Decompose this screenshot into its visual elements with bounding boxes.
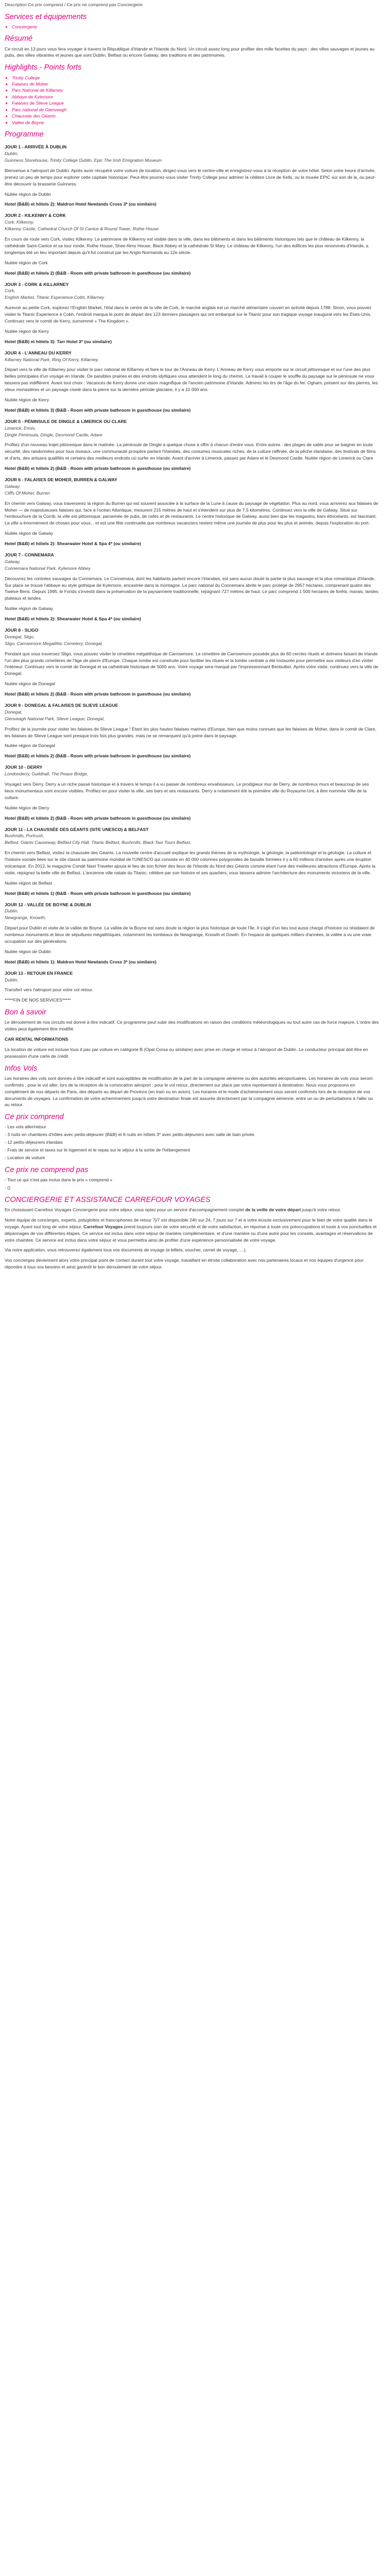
- day-places: Galway, Cliffs Of Moher, Burren: [5, 483, 50, 496]
- list-item: - Location de voiture: [5, 1155, 45, 1161]
- day-title: JOUR 12 - VALLÉE DE BOYNE & DUBLIN: [5, 902, 91, 907]
- day-block: [5, 144, 379, 208]
- day-block: [5, 702, 379, 759]
- day-paragraph: Découvrez les contrées sauvages du Connemara. Le Connemara, dont les habitants parlent encore l'irlandais, est sans aucun doute la partie la plus sauvage et la plus romantique d'Irlande. Sur place se trouve l'abbaye au style gothique de Kylemore, encastrée dans la montagne. Le parc national du Connemara abrite le parc protégé de 2957 hectares, comprenant quatre des Twelve Bens. Depuis 1995, le Fonds s'investit dans la préservation de la paysannerie traditionnelle, rejoignant 727 mètres de haut. Le parc comprend 1 500 hectares de forêts, marais, landes plateaux et landes.: [5, 575, 379, 601]
- day-title: JOUR 7 - CONNEMARA: [5, 552, 54, 557]
- day-block: [5, 212, 379, 276]
- day-places: Londonderry, Guildhall, The Peace Bridge,: [5, 771, 88, 777]
- day-title: JOUR 13 - RETOUR EN FRANCE: [5, 970, 73, 976]
- day-places: Bushmills, Portrush, Belfast, Giants Causeway, Belfast City Hall, Titanic Belfast, Bushmills, Black Taxi Tours Belfast,: [5, 833, 191, 845]
- list-item: • Parc National de Killarney: [12, 87, 379, 93]
- day-title: JOUR 11 - LA CHAUSSÉE DES GÉANTS (SITE UNESCO) & BELFAST: [5, 826, 149, 832]
- day-paragraph: Bienvenue à l'aéroport de Dublin. Après avoir récupéré votre voiture de location, dirigez-vous vers le centre-ville et enregistrez-vous à la réception de votre hôtel. Selon votre heure d'arrivée, prenez un peu de temps pour explorer cette capitale historique. Peut-être pourrez-vous visiter Trinity College pour admirer la célèbre Livre de Kells, ou le musée EPIC sur son de la, ou peut-être découvrir la brasserie Guinness.: [5, 167, 376, 187]
- day-paragraph: Départ vers la ville de Killarney pour visiter le parc national de Killarney et faire le tour de l'Anneau de Kerry. L'Anneau de Kerry vous emporte sur le circuit pittoresque et sur l'une des plus belles principales d'un voyage en Irlande. De paisibles prairies et des endroits idylliques vous attendent le long du chemin. Le travail à couper le souffle du paysage sur le péninsule ne vous laissera pas indifférent. Avant tout choix : Vacances de Kerry donne une vision magnifique de l'ancien patrimoine d'Irlande. Admirez les tirs de l'âge du fer. Ogham, présent sur des pierres, les vieux monastères et un paysage ciselé dans la pierre sur la dernière période glaciaire, il y a 10 000 ans.: [5, 367, 378, 393]
- day-places: Dublin, Guinness Storehouse, Trinity College Dublin, Epic The Irish Emigration Museum: [5, 151, 162, 163]
- list-item: • Conciergerie: [12, 24, 379, 30]
- day-title: JOUR 5 - PÉNINSULE DE DINGLE & LIMERICK OU CLARE: [5, 418, 127, 424]
- services-title: Services et équipements: [5, 12, 87, 21]
- list-item: • Chaussée des Géants: [12, 113, 379, 119]
- infos-vols-title: Infos Vols: [5, 1064, 38, 1073]
- list-item: • Parc national de Glenveagh: [12, 107, 379, 113]
- day-places: Cork, English Market, Titanic Experience Cobh, Killarney: [5, 288, 104, 300]
- breadcrumb: Description Ce prix comprend / Ce prix ne comprend pas Conciergerie: [5, 2, 143, 7]
- day-hotel: Hotel (B&B) et hôtels 2): Shearwater Hotel & Spa 4* (ou similaire): [5, 541, 141, 547]
- day-places: Limerick, Ennis, Dingle Peninsula, Dingle, Desmond Castle, Adare: [5, 425, 103, 437]
- list-item: • Trinity College: [12, 75, 379, 81]
- day-hotel: Hotel (B&B) et hôtels 3) (B&B - Room with private bathroom in guesthouse (ou similaire): [5, 407, 191, 413]
- conciergerie-p1: En choisissant Carrefour Voyages Conciergerie pour votre séjour, vous optez pour un service d'accompagnement complet de la veille de votre départ jusqu'à votre retour.: [5, 1207, 341, 1212]
- list-item: • Abbaye de Kylemore: [12, 94, 379, 100]
- day-places: Galway, Connemara National Park, Kylemore Abbey: [5, 558, 91, 571]
- day-block: [5, 970, 379, 1004]
- car-rental-title: CAR RENTAL INFORMATIONS: [5, 1037, 69, 1042]
- day-paragraph: Nuitée région de Dublin: [5, 948, 51, 954]
- list-item: - (): [5, 1184, 10, 1190]
- prix-comprend-title: Ce prix comprend: [5, 1113, 64, 1122]
- day-title: JOUR 3 - CORK & KILLARNEY: [5, 281, 69, 287]
- day-block: [5, 477, 379, 547]
- day-paragraph: Nuitée région de Belfast: [5, 880, 52, 886]
- day-block: [5, 826, 379, 897]
- day-title: JOUR 8 - SLIGO: [5, 628, 39, 633]
- day-title: JOUR 2 - KILKENNY & CORK: [5, 213, 66, 218]
- day-block: [5, 627, 379, 698]
- bon-savoir-text: Le déroulement de nos circuits est donné à titre indicatif. Ce programme peut subir des modifications en raison des conditions météorologiques ou tout autre cas de force majeure. L'ordre des visites peut également être modifié.: [5, 1020, 379, 1032]
- day-paragraph: Aurevoir au petite Cork, explorez l'English Market, l'étal dans le centre de la ville de Cork, le marché anglais est un marché alimentaire couvert en activité depuis 1788. Sinon, vous pouvez visiter le Titanic Experience à Cobh, l'endroit marqua le point de départ des 123 derniers passagers qui ont embarqué sur le Titanic pour son tragique voyage inaugural vers les États-Unis. Continuez vers le comté de Kerry, surnommé « The Kingdom ».: [5, 305, 372, 324]
- page: [0, 0, 383, 1279]
- day-hotel: Hotel (B&B) et hôtels 2) (B&B - Room with private bathroom in guesthouse (ou similaire): [5, 753, 191, 759]
- list-item: - 3 nuits en chambres d'hôtes avec petits-déjeuner (B&B) et 8 nuits en hôtels 3* avec petits-déjeuners avec salle de bain privée.: [5, 1132, 256, 1138]
- services-list: [5, 24, 379, 30]
- day-places: Donegal, Glenveagh National Park, Slieve League, Donegal,: [5, 709, 105, 721]
- day-paragraph: *****FIN DE NOS SERVICES*****: [5, 997, 71, 1003]
- day-paragraph: Transfert vers l'aéroport pour votre vol retour.: [5, 987, 93, 993]
- day-hotel: Hotel (B&B) et hôtels 2) (B&B - Room with private bathroom in guesthouse (ou similaire): [5, 270, 191, 276]
- day-paragraph: Nuitée région de Donegal: [5, 743, 55, 749]
- resume-title: Résumé: [5, 35, 32, 43]
- conciergerie-p3: Via notre application, vous retrouverez également tous vos documents de voyage (e-billets, voucher, carnet de voyage, …).: [5, 1247, 247, 1253]
- infos-vols-text: Les horaires des vols sont donnés à titre indicatif et sont susceptibles de modification de la part de la compagnie aérienne ou des autorités aéroportuaires. Les horaires de vols vous seront confirmés ; pour le vol aller, lors de la réception de la convocation aéroport ; pour le vol retour, directement sur place par votre représentant à destination. Nous vous proposons en complément de nos départs de Paris, des départs au départ de Province (en train ou en avion). Les horaires et le mode d'acheminement vous seront confirmés lors de la réception de vos documents de voyages. La confirmation de votre acheminement jusqu'à votre destination finale est assurée directement par la compagnie aérienne, entre un ou de perturbations à l'aller ou au retour.: [5, 1075, 373, 1108]
- day-hotel: Hotel (B&B) et hôtels 2): Shearwater Hotel & Spa 4* (ou similaire): [5, 616, 141, 622]
- day-hotel: Hotel (B&B) et hôtels 1) (B&B - Room with private bathroom in guesthouse (ou similaire): [5, 890, 191, 896]
- list-item: - 12 petits-déjeuners irlandais: [5, 1140, 63, 1145]
- day-title: JOUR 4 - L'ANNEAU DU KERRY: [5, 350, 72, 355]
- day-paragraph: Profitez d'un nouveau trajet pittoresque dans le matinée. La péninsule de Dingle a quelque chose à offrir à chacun d'entre vous. Entre autres : des plages de sable pour se baigner en toute sécurité, des randonnées pour tous niveaux, une communauté prospère parlant l'irlandais, des costumes musicales riches, de la culture raffinée, de la pêche irlandaise, des festivals de films et d'arts, des artisans qualifiés et certains des meilleurs endroits où surfer en Irlande. Avant d'arriver à Limerick, passez par Adare et le Desmond Castle. Nuitée région de Limerick ou Clare: [5, 442, 376, 461]
- day-paragraph: Nuitée région de Cork: [5, 260, 48, 265]
- day-title: JOUR 1 - ARRIVÉE À DUBLIN: [5, 144, 67, 150]
- programme-title: Programme: [5, 130, 44, 139]
- prix-ne-comprend-list: [5, 1177, 379, 1191]
- prix-comprend-list: [5, 1124, 379, 1161]
- day-title: JOUR 9 - DONEGAL & FALAISES DE SLIEVE LEAGUE: [5, 703, 118, 708]
- day-places: Dublin, Newgrange, Knowth,: [5, 908, 46, 921]
- day-paragraph: Pendant que vous traversez Sligo, vous pouvez visiter le cimetière mégalithique de Carrowmore. Le cimetière de Carrowmore possède plus de 60 cercles rituels et dolmens faisant de Irlande l'un des plus grands cimetières de l'âge de pierre d'Europe. Chaque tombe est construite pour faciliter les rituels et la tombe centrale a été instaurée pour permettre aux visiteurs d'en visiter l'intérieur. Continuez vers le comté de Donegal et sa cathédrale historique de 5000 ans. Votre voyage sera marqué par l'impressionnant Benbulbin. Après votre visite, continuez vers la ville de Donegal.: [5, 651, 379, 676]
- day-paragraph: Nuitée région de Galway: [5, 606, 54, 612]
- day-places: Dublin,: [5, 977, 19, 982]
- day-title: JOUR 10 - DERRY: [5, 765, 43, 770]
- resume-text: Ce circuit en 13 jours vous fera voyager à travers la République d'Irlande et l'Irlande du Nord. Un circuit assez long pour profiter des mille facettes du pays : des villes sauvages et jeunes au pubs, des villes vibrantes et jeunes que sont Dublin, Belfast ou encore Galway, des traditions et des patrimoines.: [5, 46, 374, 58]
- day-block: [5, 281, 379, 345]
- day-paragraph: Profitez de la journée pour visiter les falaises de Slieve League ! Étant les plus hautes falaises marines d'Europe, bien que moins connues que les falaises de Moher, dans le comté de Clare, les falaises de Slieve League sont presque trois fois plus grandes, mais ne se remarquent qu'à peine dans le paysage.: [5, 726, 377, 738]
- day-paragraph: Départ pour Dublin et visite de la vallée de Boyne. La vallée de la Boyne est sans doute la région la plus historique de toute l'île. Il s'agit d'un lieu tout aussi chargé d'histoire où résidaient de nombreux monuments et lieux de sépultures mégalithiques, notamment les tombeaux de Newgrange, Knowth et Dowth. En l'espace de quelques milliers d'années, la vallée a vu une vraie occupation sur des générations.: [5, 925, 375, 944]
- day-paragraph: Nuitée région de Kerry: [5, 328, 49, 334]
- conciergerie-p4: Vos concierges deviennent alors votre principal point de contact durant tout votre voyage, travaillant en étroite collaboration avec nos partenaires locaux et nos équipes d'urgence pour répondre à tous vos besoins et ainsi garantir le bon déroulement de votre séjour.: [5, 1258, 364, 1270]
- day-paragraph: En chemin vers Galway, vous traverserez la région du Burren qui est souvent associée à la surface de la Lune à cause du paysage de végétation. Plus au nord, vous arriverez aux falaises de Moher — de majestueuses falaises qui, face à l'océan Atlantique, mesurent 215 mètres de haut et s'étendent sur plus de 7,5 kilomètres. Continuez vers la ville de Galway. Situé sur l'embouchure de la Corrib, la ville est pittoresque, parsemée de pubs, de cafés et de restaurants. Le centre historique de Galway, aussi bien que les magasins, bars étincelants, est fascinant. La ville a énormément de choses pour vous... et est une fête continuelle que nombreux vacanciers restent même une journée de plus pour les plus et animés, depuis l'exploration du port.: [5, 500, 379, 526]
- prix-ne-comprend-title: Ce prix ne comprend pas: [5, 1165, 88, 1174]
- day-hotel: Hotel (B&B) et hôtels 2) (B&B - Room with private bathroom in guesthouse (ou similaire): [5, 466, 191, 471]
- day-hotel: Hotel (B&B) et hôtels 2) (B&B - Room with private bathroom in guesthouse (ou similaire): [5, 815, 191, 821]
- day-hotel: Hotel (B&B) et hôtels 1): Maldron Hotel Newlands Cross 3* (ou similaire): [5, 959, 157, 964]
- day-block: [5, 902, 379, 965]
- day-block: [5, 350, 379, 414]
- day-places: Cork, Kilkenny, Kilkenny Castle, Cathedral Church Of St Canice & Round Tower, Rothe House: [5, 219, 159, 232]
- day-paragraph: En cours de route vers Cork, visitez Kilkenny. Le patrimoine de Kilkenny est visible dans la ville, dans les bâtiments et dans les bâtiments historiques tels que le château de Kilkenny, la cathédrale Saint-Canice et sa tour ronde, Rothe House, Shee Alms House, Black Abbey et la cathédrale St Mary. Le château de Kilkenny, l'un des édifices les plus renommés d'Irlande, a longtemps été un lieu important depuis qu'il fut construit par les Anglo-Normands au 12e siècle.: [5, 236, 369, 255]
- day-title: JOUR 6 - FALAISES DE MOHER, BURREN & GALWAY: [5, 477, 118, 482]
- day-paragraph: Nuitée région de Kerry: [5, 397, 49, 402]
- list-item: - Frais de service et taxes sur le logement et le repas sur le séjour à la sortie de l'hébergement: [5, 1147, 190, 1153]
- list-item: - Tout ce qui n'est pas inclus dans le prix « comprend »: [5, 1177, 112, 1183]
- day-block: [5, 418, 379, 472]
- list-item: • Vallée de Boyne: [12, 120, 379, 126]
- day-block: [5, 552, 379, 622]
- highlights-list: [5, 75, 379, 126]
- day-hotel: Hotel (B&B) et hôtels 2): Maldron Hotel Newlands Cross 3* (ou similaire): [5, 201, 157, 207]
- conciergerie-p2: Notre équipe de concierges, experts, polyglottes et francophones de retour 7j/7 est disponible 24h sur 24, 7 jours sur 7 et à votre écoute exclusivement pour le bien de votre qualité dans le voyage. Ayant tout long de votre séjour, Carrefour Voyages prend toujours soin de votre sécurité et de votre satisfaction, en réponse à toute vos préoccupations et toute à vos ponctuelles et dépannages de vos différentes étapes. Ce service est inclus dans votre séjour de manière complémentaire, et d'une manière ou d'une autre pour les conseils, avantages et réservations de votre chambre. Ce service est inclus dans votre séjour et vous permettra ainsi de profiter d'une expérience personnalisée de votre voyage.: [5, 1217, 377, 1243]
- day-paragraph: Voyagez vers Derry. Derry a un riche passé historique et à travers le temps il a vu passer de nombreux envahisseurs. Le prodigieux mur de Derry, de nombreux murs et beaucoup de ses lieux monumentaux sont encore visibles. Profitez-en pour visiter la ville, ses bars et ses restaurants. Derry a notamment été la première ville du Royaume-Uni, à être nommée Ville de la culture.: [5, 782, 369, 800]
- day-places: Donegal, Sligo, Sligo, Carrowmore Megalithic Cemetery, Donegal,: [5, 634, 103, 646]
- list-item: • Falaises de Moher: [12, 81, 379, 87]
- conciergerie-title: CONCIERGERIE ET ASSISTANCE CARREFOUR VOYAGES: [5, 1195, 210, 1204]
- day-paragraph: Nuitée région de Dublin: [5, 191, 51, 197]
- day-block: [5, 764, 379, 821]
- programme-days: [5, 144, 379, 1004]
- day-paragraph: Nuitée région de Derry: [5, 805, 50, 810]
- list-item: - Les vols aller/retour: [5, 1124, 46, 1130]
- day-hotel: Hotel (B&B) et hôtels 2) (B&B - Room with private bathroom in guesthouse (ou similaire): [5, 691, 191, 697]
- day-hotel: Hotel (B&B) et hôtels 3): Tarr Hotel 3* (ou similaire): [5, 338, 112, 344]
- day-paragraph: Nuitée région de Galway: [5, 531, 54, 536]
- list-item: • Falaises de Slieve League: [12, 100, 379, 106]
- highlights-title: Highlights - Points forts: [5, 63, 82, 72]
- day-paragraph: En chemin vers Belfast, visitez la chaussée des Géants. La nouvelle centre d'accueil explique les grands thèmes de la mythologie, la géologie, la paléontologie et la géologie. La culture et l'histoire sociale liées sur le site classé au patrimoine mondial de l'UNESCO qui consiste en 40 000 colonnes polygonales de basalte formées il y a 60 millions d'années après une éruption volcanique. En 2012, le magazine Condé Nast Traveler ajouta le lieu de son fichier des lieux de l'Irlande du Nord des Géants comme étant l'une des meilleures attractions d'Europe. Après la visite, rejoignez la belle ville de Belfast. L'ancienne ville natale du Titanic, célèbre par son histoire et ses quartiers, vous laissera admirer l'architecture des monuments victoriens de la ville.: [5, 850, 376, 875]
- bon-savoir-title: Bon à savoir: [5, 1008, 46, 1017]
- day-paragraph: Nuitée région de Donegal: [5, 681, 55, 687]
- day-places: Killarney National Park, Ring Of Kerry, Killarney,: [5, 357, 99, 362]
- car-rental-text: La location de voiture est incluse tous 4 pax par voiture en catégorie B (Opel Corsa ou similaire) avec prise en charge et retour à l'aéroport de Dublin. Le conducteur principal doit être en possession d'une carte de crédit.: [5, 1047, 368, 1059]
